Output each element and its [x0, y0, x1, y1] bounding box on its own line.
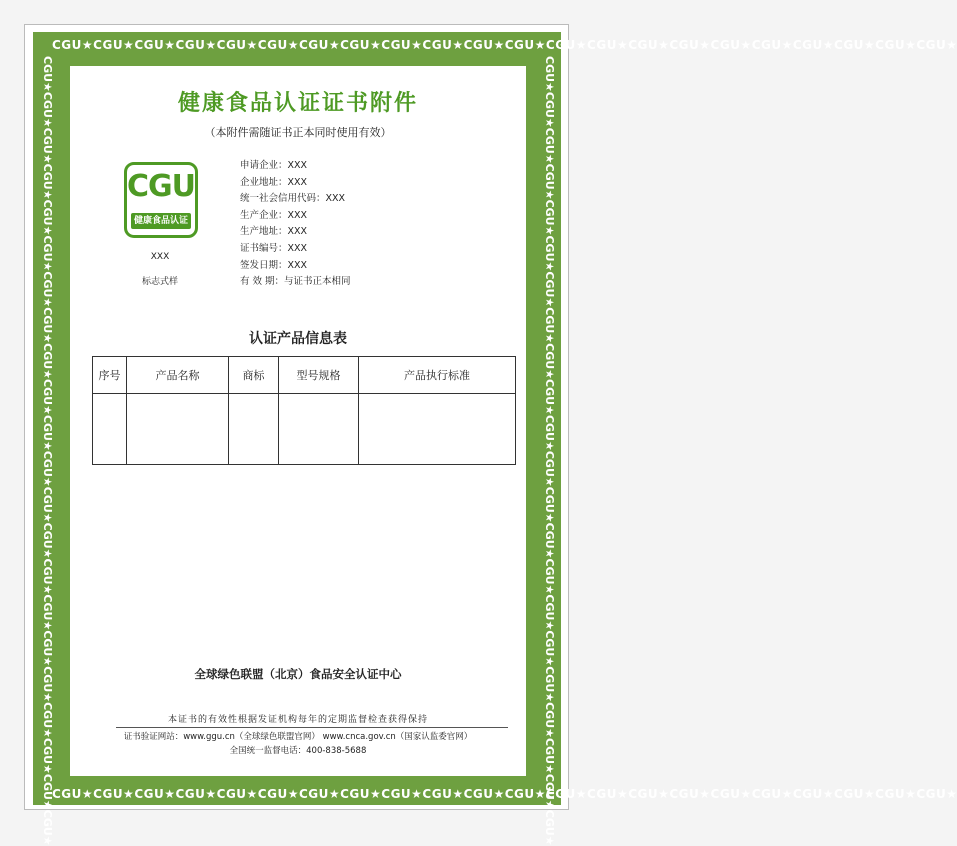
table-cell — [93, 394, 127, 465]
certificate-content — [70, 66, 526, 776]
document-title: 健康食品认证证书附件 — [177, 91, 418, 116]
footer-divider — [116, 727, 508, 728]
info-company-address: 企业地址：XXX — [240, 176, 308, 188]
logo-band: 健康食品认证 — [131, 213, 191, 229]
logo-caption: 标志式样 — [141, 277, 178, 287]
info-production-address: 生产地址：XXX — [240, 226, 308, 238]
table-cell — [127, 394, 229, 465]
header-standard: 产品执行标准 — [359, 357, 516, 394]
border-pattern-bottom: CGU★CGU★CGU★CGU★CGU★CGU★CGU★CGU★CGU★CGU★CGU★CGU★CGU★CGU★CGU★CGU★CGU★CGU★CGU★CGU★CGU★CGU★ — [52, 787, 957, 801]
table-cell — [229, 394, 279, 465]
info-manufacturer: 生产企业：XXX — [240, 209, 308, 221]
issuer-name: 全球绿色联盟（北京）食品安全认证中心 — [194, 667, 402, 681]
table-row — [93, 394, 516, 465]
border-pattern-top: CGU★CGU★CGU★CGU★CGU★CGU★CGU★CGU★CGU★CGU★CGU★CGU★CGU★CGU★CGU★CGU★CGU★CGU★CGU★CGU★CGU★CGU★ — [52, 38, 957, 52]
supervision-hotline: 全国统一监督电话：400-838-5688 — [229, 746, 367, 756]
border-pattern-left: CGU★CGU★CGU★CGU★CGU★CGU★CGU★CGU★CGU★CGU★CGU★CGU★CGU★CGU★CGU★CGU★CGU★CGU★CGU★CGU★CGU★CGU★ — [41, 56, 54, 846]
table-title: 认证产品信息表 — [249, 331, 347, 347]
validity-note: 本证书的有效性根据发证机构每年的定期监督检查获得保持 — [167, 715, 428, 725]
verification-websites: 证书验证网站：www.ggu.cn（全球绿色联盟官网） www.cnca.gov.cn（国家认监委官网） — [123, 732, 473, 742]
logo-placeholder-text: XXX — [150, 252, 170, 262]
header-model-spec: 型号规格 — [279, 357, 359, 394]
border-pattern-right: CGU★CGU★CGU★CGU★CGU★CGU★CGU★CGU★CGU★CGU★CGU★CGU★CGU★CGU★CGU★CGU★CGU★CGU★CGU★CGU★CGU★CGU★ — [543, 56, 556, 846]
header-serial: 序号 — [93, 357, 127, 394]
logo-letters: CGU — [127, 169, 196, 204]
info-applicant: 申请企业：XXX — [240, 160, 308, 171]
info-certificate-number: 证书编号：XXX — [240, 242, 308, 254]
table-cell — [279, 394, 359, 465]
info-credit-code: 统一社会信用代码：XXX — [240, 193, 346, 205]
product-info-table — [92, 356, 516, 465]
info-validity: 有 效 期：与证书正本相同 — [240, 276, 351, 288]
document-subtitle: （本附件需随证书正本同时使用有效） — [204, 126, 392, 139]
cgu-logo — [124, 162, 198, 238]
header-trademark: 商标 — [229, 357, 279, 394]
table-cell — [359, 394, 516, 465]
table-header-row — [93, 357, 516, 394]
info-issue-date: 签发日期：XXX — [240, 259, 308, 271]
certificate-info — [240, 158, 351, 291]
header-product-name: 产品名称 — [127, 357, 229, 394]
